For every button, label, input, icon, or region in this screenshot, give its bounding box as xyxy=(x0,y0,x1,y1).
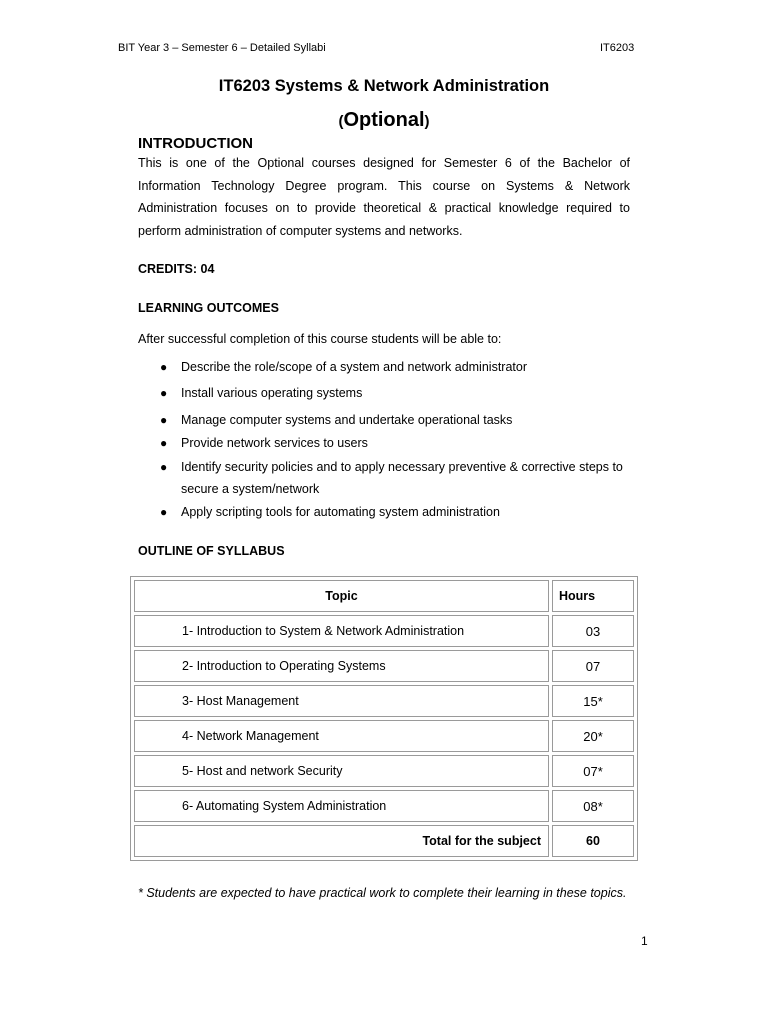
table-row xyxy=(134,685,634,717)
hours-cell: 15* xyxy=(552,685,634,717)
subtitle-open-paren: ( xyxy=(338,113,344,130)
table-row xyxy=(134,755,634,787)
hours-cell: 07* xyxy=(552,755,634,787)
learning-outcomes-heading: LEARNING OUTCOMES xyxy=(138,301,279,315)
table-total-row xyxy=(134,825,634,857)
topic-cell: 5- Host and network Security xyxy=(134,755,549,787)
topic-cell: 2- Introduction to Operating Systems xyxy=(134,650,549,682)
column-header-topic: Topic xyxy=(134,580,549,612)
bullet-icon: ● xyxy=(160,460,168,474)
credits: CREDITS: 04 xyxy=(138,262,215,276)
list-item: Provide network services to users xyxy=(181,436,368,450)
syllabus-table xyxy=(130,576,638,861)
column-header-hours: Hours xyxy=(552,580,634,612)
bullet-icon: ● xyxy=(160,360,168,374)
bullet-icon: ● xyxy=(160,413,168,427)
running-header-right: IT6203 xyxy=(600,42,635,54)
outline-heading: OUTLINE OF SYLLABUS xyxy=(138,544,285,558)
running-header-left: BIT Year 3 – Semester 6 – Detailed Syllabi xyxy=(118,42,326,54)
bullet-icon: ● xyxy=(160,436,168,450)
subtitle-text: Optional xyxy=(343,109,425,131)
page-title: IT6203 Systems & Network Administration xyxy=(218,77,550,95)
introduction-heading: INTRODUCTION xyxy=(138,135,253,152)
topic-cell: 6- Automating System Administration xyxy=(134,790,549,822)
table-row xyxy=(134,650,634,682)
subtitle-close-paren: ) xyxy=(424,113,430,130)
list-item: Manage computer systems and undertake operational tasks xyxy=(181,413,513,427)
hours-cell: 03 xyxy=(552,615,634,647)
topic-cell: 1- Introduction to System & Network Administration xyxy=(134,615,549,647)
table-row xyxy=(134,615,634,647)
total-label: Total for the subject xyxy=(134,825,549,857)
hours-cell: 20* xyxy=(552,720,634,752)
list-item: Install various operating systems xyxy=(181,386,363,400)
table-row xyxy=(134,720,634,752)
list-item: Identify security policies and to apply necessary preventive & corrective steps to secure a system/network xyxy=(181,460,623,496)
learning-outcomes-intro: After successful completion of this course students will be able to: xyxy=(138,332,502,346)
page-subtitle xyxy=(0,109,768,132)
table-row xyxy=(134,790,634,822)
hours-cell: 07 xyxy=(552,650,634,682)
topic-cell: 3- Host Management xyxy=(134,685,549,717)
list-item: Apply scripting tools for automating system administration xyxy=(181,505,500,519)
table-header-row xyxy=(134,580,634,612)
list-item: Describe the role/scope of a system and network administrator xyxy=(181,360,527,374)
bullet-icon: ● xyxy=(160,386,168,400)
introduction-body: This is one of the Optional courses designed for Semester 6 of the Bachelor of Information Technology Degree program. This course on Systems & Network Administration focuses on to provide theoretical & practical knowledge required to perform administration of computer systems and networks. xyxy=(138,156,630,238)
page-number: 1 xyxy=(641,934,648,948)
hours-cell: 08* xyxy=(552,790,634,822)
topic-cell: 4- Network Management xyxy=(134,720,549,752)
bullet-icon: ● xyxy=(160,505,168,519)
total-value: 60 xyxy=(552,825,634,857)
footnote: * Students are expected to have practical work to complete their learning in these topics. xyxy=(138,886,627,900)
